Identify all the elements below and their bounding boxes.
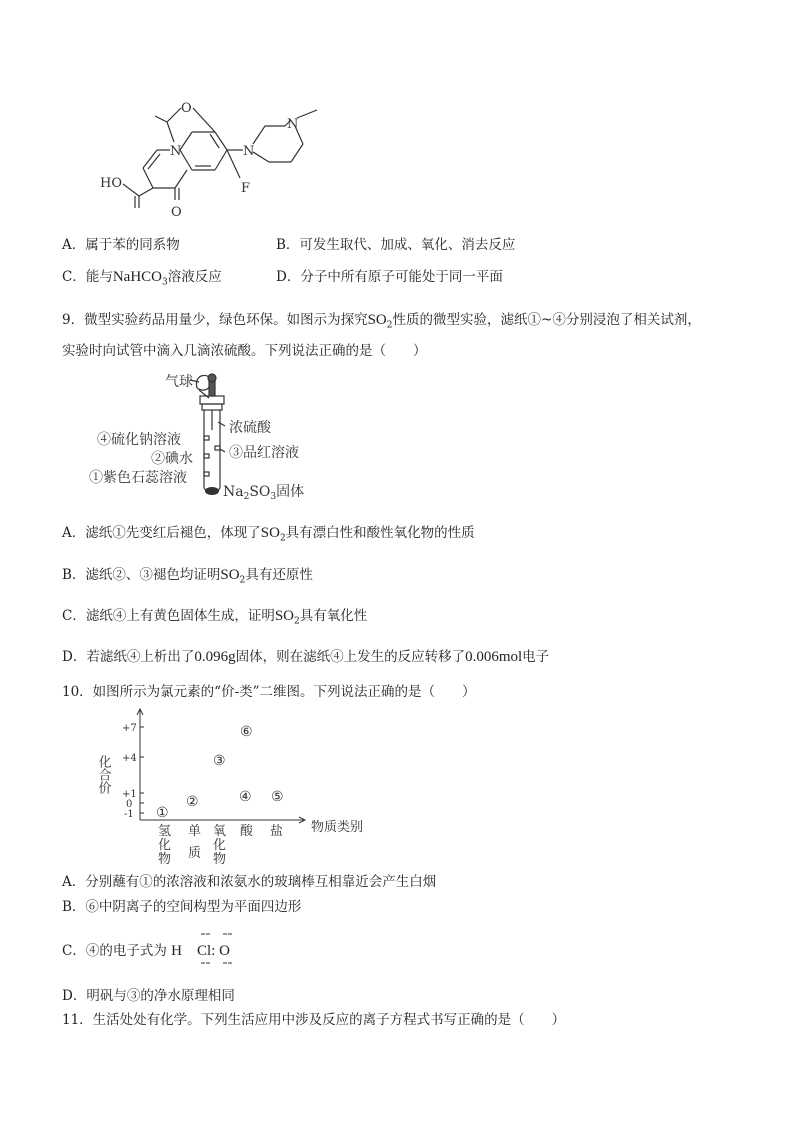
q9-option-a-sub: 2	[279, 533, 286, 544]
q9-option-a-pre: A．滤纸①先变红后褪色，体现了	[62, 525, 261, 541]
q10-option-a: A．分别蘸有①的浓溶液和浓氨水的玻璃棒互相靠近会产生白烟	[62, 874, 437, 890]
molecule-structure	[95, 100, 330, 230]
q9-option-b-chem: SO	[220, 567, 240, 583]
q9-option-a	[62, 524, 475, 548]
chart-ylabel: 化合价	[95, 755, 111, 794]
atom-o-ring: O	[181, 101, 192, 116]
label-balloon: 气球	[165, 374, 193, 390]
q9-stem-sub: 2	[386, 320, 393, 331]
q8-option-c	[62, 268, 222, 292]
label-paper-3: ③品红溶液	[229, 445, 299, 461]
ytick-plus7: +7	[122, 723, 137, 734]
cat-oxide-2: 化	[213, 838, 227, 853]
point-2: ②	[186, 794, 199, 810]
cat-oxide-1: 氧	[213, 824, 227, 839]
q9-option-c-sub: 2	[294, 616, 300, 627]
q9-option-c-post: 具有氧化性	[299, 608, 368, 624]
point-6: ⑥	[240, 724, 253, 740]
q9-option-c-chem: SO	[274, 608, 295, 624]
q8-option-c-post: 溶液反应	[167, 269, 222, 285]
label-paper-2: ②碘水	[151, 451, 193, 467]
cat-hydride-3: 物	[158, 852, 172, 867]
point-1: ①	[156, 805, 169, 821]
chart-xlabel: 物质类别	[311, 820, 364, 835]
q9-option-a-chem: SO	[260, 525, 280, 541]
q9-option-b-sub: 2	[239, 575, 246, 586]
cat-element-2: 质	[188, 846, 202, 861]
cat-acid: 酸	[240, 824, 254, 839]
q8-option-c-chem: NaHCO	[112, 269, 163, 285]
label-paper-4: ④硫化钠溶液	[97, 432, 181, 448]
test-tube-apparatus	[85, 370, 335, 505]
q10-option-c-pre: C．④的电子式为	[62, 943, 167, 959]
cat-salt: 盐	[270, 824, 284, 839]
q9-option-b-pre: B．滤纸②、③褪色均证明	[62, 567, 221, 583]
q9-option-b-post: 具有还原性	[245, 567, 313, 583]
q8-option-b: B．可发生取代、加成、氧化、消去反应	[276, 237, 516, 253]
cat-hydride-1: 氢	[158, 824, 172, 839]
ytick-0: 0	[126, 799, 133, 810]
q8-option-a: A．属于苯的同系物	[62, 237, 180, 253]
atom-n3: N	[287, 117, 299, 132]
q9-option-c-pre: C．滤纸④上有黄色固体生成，证明	[62, 608, 275, 624]
q9-stem-pre: 9．微型实验药品用量少，绿色环保。如图示为探究	[62, 312, 368, 328]
point-4: ④	[239, 789, 252, 805]
valence-class-chart	[95, 705, 365, 870]
q8-option-d: D．分子中所有原子可能处于同一平面	[276, 269, 503, 285]
q10-stem: 10．如图所示为氯元素的“价-类”二维图。下列说法正确的是（ ）	[62, 684, 476, 700]
q9-option-b	[62, 566, 313, 590]
cat-element-1: 单	[188, 824, 202, 839]
point-3: ③	[213, 753, 226, 769]
q9-option-d-mol: 0.006mol	[465, 649, 523, 665]
point-5: ⑤	[271, 789, 284, 805]
cat-oxide-3: 物	[213, 852, 227, 867]
cat-hydride-2: 化	[158, 838, 172, 853]
atom-f: F	[241, 181, 251, 196]
atom-n1: N	[170, 144, 182, 159]
ytick-minus1: -1	[124, 809, 134, 820]
q9-option-c	[62, 607, 367, 631]
label-conc-sulfuric-acid: 浓硫酸	[229, 420, 271, 436]
electron-dots	[195, 932, 245, 972]
q10-option-b: B．⑥中阴离子的空间构型为平面四边形	[62, 899, 302, 915]
q11-stem: 11．生活处处有化学。下列生活应用中涉及反应的离子方程式书写正确的是（ ）	[62, 1012, 566, 1028]
label-paper-1: ①紫色石蕊溶液	[89, 470, 187, 486]
q9-option-d	[62, 648, 549, 666]
q9-option-d-pre: D．若滤纸④上析出了	[62, 649, 195, 665]
q9-option-d-mass: 0.096g	[194, 649, 236, 665]
q8-option-c-sub: 3	[162, 277, 168, 288]
ytick-plus1: +1	[122, 789, 137, 800]
q8-option-c-pre: C．能与	[62, 269, 113, 285]
q9-stem-line1	[62, 311, 701, 335]
ytick-plus4: +4	[122, 753, 137, 764]
atom-o-keto: O	[171, 205, 182, 220]
q9-stem-chem: SO	[367, 312, 387, 328]
q9-option-a-post: 具有漂白性和酸性氧化物的性质	[285, 525, 475, 541]
q9-option-d-mid: 固体，则在滤纸④上发生的反应转移了	[235, 649, 466, 665]
q9-stem-post: 性质的微型实验，滤纸①~④分别浸泡了相关试剂，	[392, 312, 701, 328]
atom-ho: HO	[100, 176, 122, 191]
electron-formula: H Cl: O	[171, 943, 230, 959]
label-na2so3-solid: $Na_2SO_3$固体	[223, 484, 305, 502]
q10-option-d: D．明矾与③的净水原理相同	[62, 988, 235, 1004]
q9-stem-line2: 实验时向试管中滴入几滴浓硫酸。下列说法正确的是（ ）	[62, 343, 427, 359]
q9-option-d-post: 电子	[522, 649, 550, 665]
atom-n2: N	[243, 144, 255, 159]
